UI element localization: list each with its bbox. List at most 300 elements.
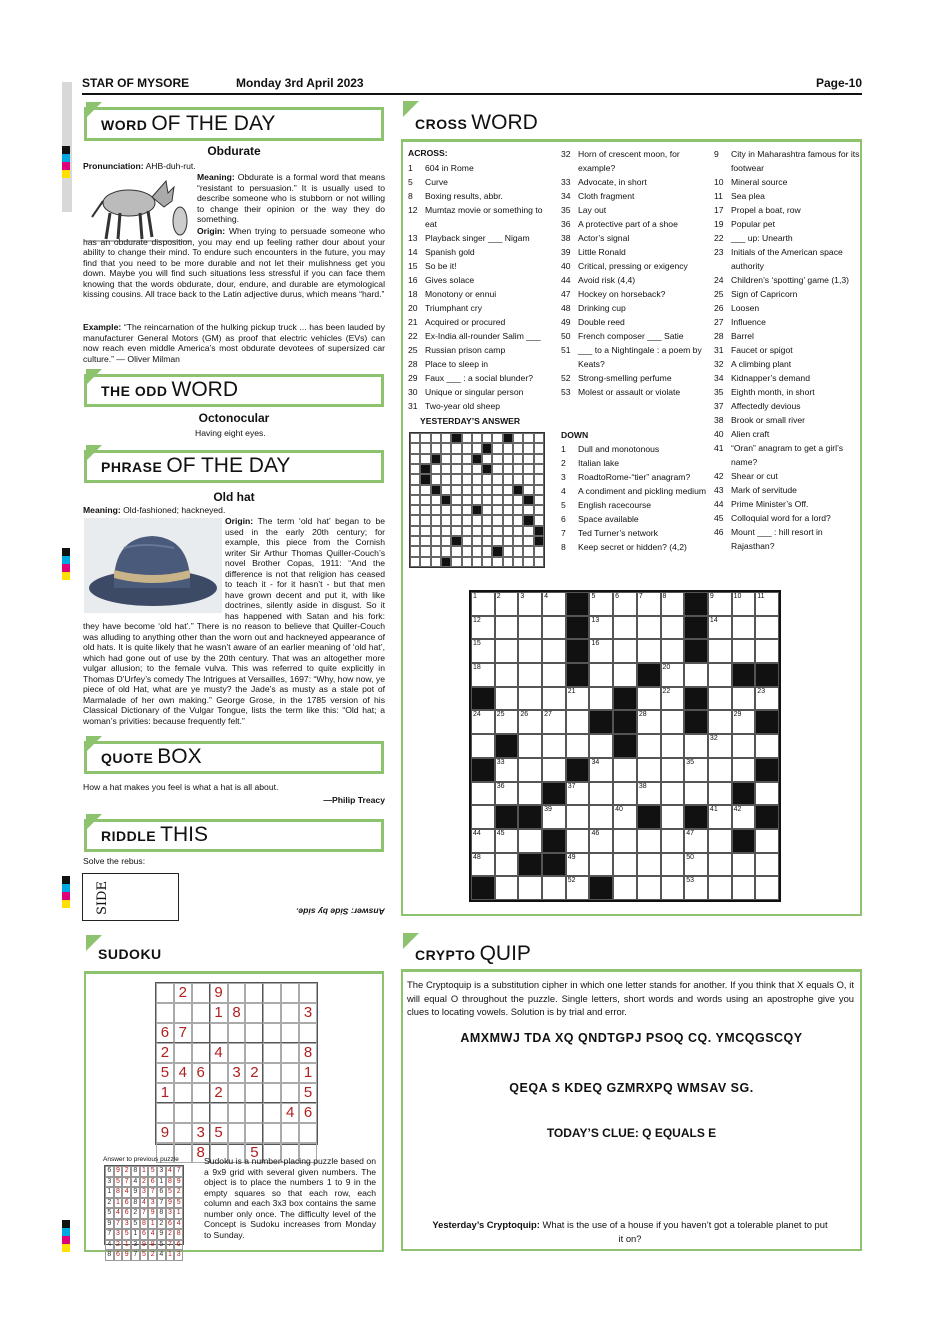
crossword-cell[interactable] — [755, 687, 779, 711]
sudoku-cell[interactable]: 6 — [156, 1023, 174, 1043]
crossword-cell[interactable] — [708, 687, 732, 711]
crossword-cell[interactable] — [684, 829, 708, 853]
crossword-cell[interactable] — [471, 782, 495, 806]
crossword-cell[interactable] — [613, 758, 637, 782]
sudoku-cell[interactable] — [245, 1043, 263, 1063]
crossword-cell[interactable] — [589, 758, 613, 782]
sudoku-cell[interactable] — [174, 1083, 192, 1103]
prev-sudoku-cell: 3 — [114, 1229, 123, 1240]
crossword-cell[interactable] — [471, 710, 495, 734]
crossword-cell[interactable] — [542, 592, 566, 616]
crossword-cell[interactable] — [708, 829, 732, 853]
sudoku-cell[interactable] — [228, 1043, 246, 1063]
crossword-cell[interactable] — [661, 639, 685, 663]
sudoku-cell[interactable] — [263, 1123, 281, 1143]
prev-sudoku-cell: 3 — [174, 1250, 183, 1261]
cell-number: 38 — [638, 782, 647, 790]
crossword-cell[interactable] — [637, 687, 661, 711]
crossword-cell[interactable] — [637, 592, 661, 616]
crossword-cell[interactable] — [732, 758, 756, 782]
crossword-cell — [471, 876, 495, 900]
answer-cell — [472, 515, 482, 525]
crossword-cell[interactable] — [518, 710, 542, 734]
prev-sudoku-cell: 1 — [166, 1250, 175, 1261]
crossword-cell[interactable] — [732, 616, 756, 640]
crossword-cell[interactable] — [708, 876, 732, 900]
clue-number: 8 — [561, 542, 566, 552]
answer-cell — [441, 474, 451, 484]
crossword-cell — [684, 710, 708, 734]
prev-sudoku-cell: 8 — [131, 1166, 140, 1177]
sudoku-cell[interactable]: 4 — [174, 1063, 192, 1083]
crossword-cell[interactable] — [495, 639, 519, 663]
answer-cell — [482, 485, 492, 495]
sudoku-cell[interactable] — [210, 1023, 228, 1043]
clue-number: 33 — [561, 177, 571, 187]
cell-number: 26 — [520, 711, 529, 719]
crossword-cell[interactable] — [708, 758, 732, 782]
crossword-cell[interactable] — [637, 616, 661, 640]
sudoku-cell[interactable] — [245, 1123, 263, 1143]
sudoku-cell[interactable] — [228, 1103, 246, 1123]
crossword-cell[interactable] — [589, 663, 613, 687]
crossword-cell[interactable] — [755, 829, 779, 853]
crossword-cell[interactable] — [661, 758, 685, 782]
cell-number: 27 — [544, 711, 552, 719]
answer-cell — [420, 485, 430, 495]
clue-item — [408, 385, 556, 399]
clue-text: Mark of servitude — [731, 485, 797, 495]
crossword-cell[interactable] — [542, 616, 566, 640]
sudoku-cell[interactable] — [192, 1043, 210, 1063]
crossword-cell[interactable] — [471, 805, 495, 829]
sudoku-cell[interactable]: 5 — [245, 1143, 263, 1163]
crossword-cell[interactable] — [637, 829, 661, 853]
crossword-cell[interactable] — [495, 592, 519, 616]
clue-item — [408, 273, 556, 287]
sudoku-cell[interactable] — [174, 1103, 192, 1123]
crossword-cell[interactable] — [589, 687, 613, 711]
crossword-cell[interactable] — [661, 853, 685, 877]
sudoku-cell[interactable] — [281, 1023, 299, 1043]
crossword-cell[interactable] — [708, 616, 732, 640]
crossword-cell[interactable] — [518, 663, 542, 687]
crossword-cell[interactable] — [542, 687, 566, 711]
crossword-cell[interactable] — [755, 734, 779, 758]
crossword-cell[interactable] — [589, 592, 613, 616]
crossword-cell[interactable] — [589, 734, 613, 758]
crossword-cell[interactable] — [637, 853, 661, 877]
crossword-cell[interactable] — [708, 853, 732, 877]
sudoku-cell[interactable] — [245, 1023, 263, 1043]
clue-item — [561, 470, 709, 484]
sudoku-cell[interactable]: 3 — [192, 1123, 210, 1143]
answer-cell — [441, 433, 451, 443]
clue-item — [561, 329, 709, 343]
crossword-grid[interactable] — [469, 590, 781, 902]
crossword-cell[interactable] — [495, 616, 519, 640]
cipher-line-2: QEQA S KDEQ GZMRXPQ WMSAV SG. — [509, 1081, 754, 1095]
crossword-cell[interactable] — [637, 758, 661, 782]
sudoku-cell[interactable]: 9 — [210, 983, 228, 1003]
crossword-cell[interactable] — [471, 663, 495, 687]
clue-text: Drinking cup — [578, 303, 626, 313]
crossword-cell[interactable] — [661, 782, 685, 806]
crossword-cell[interactable] — [708, 805, 732, 829]
clue-item — [561, 175, 709, 189]
crossword-cell[interactable] — [471, 616, 495, 640]
sudoku-cell[interactable] — [263, 1103, 281, 1123]
clue-item — [561, 217, 709, 231]
crossword-cell[interactable] — [471, 592, 495, 616]
crossword-cell[interactable] — [566, 782, 590, 806]
crossword-cell[interactable] — [542, 805, 566, 829]
clue-item — [408, 315, 556, 329]
sudoku-cell[interactable]: 1 — [299, 1063, 317, 1083]
answer-cell — [431, 433, 441, 443]
crossword-cell[interactable] — [495, 758, 519, 782]
clue-text: Ex-India all-rounder Salim ___ — [425, 331, 541, 341]
sudoku-cell[interactable] — [245, 1103, 263, 1123]
crossword-cell[interactable] — [589, 782, 613, 806]
sudoku-cell[interactable] — [263, 983, 281, 1003]
answer-cell — [523, 526, 533, 536]
quote-banner: QUOTE BOX — [84, 741, 384, 774]
crossword-cell[interactable] — [518, 758, 542, 782]
crossword-cell[interactable] — [589, 829, 613, 853]
answer-cell — [431, 454, 441, 464]
crossword-cell[interactable] — [732, 687, 756, 711]
sudoku-cell[interactable] — [228, 1023, 246, 1043]
prev-sudoku-cell: 2 — [105, 1198, 114, 1209]
crossword-cell[interactable] — [542, 710, 566, 734]
sudoku-cell[interactable] — [263, 1003, 281, 1023]
sudoku-cell[interactable] — [192, 983, 210, 1003]
cell-number: 39 — [544, 806, 552, 814]
crossword-cell — [495, 805, 519, 829]
clue-number: 12 — [408, 205, 418, 215]
crossword-cell[interactable] — [471, 829, 495, 853]
prev-sudoku-cell: 1 — [157, 1177, 166, 1188]
crossword-cell[interactable] — [732, 853, 756, 877]
sudoku-cell[interactable]: 5 — [210, 1123, 228, 1143]
clue-number: 52 — [561, 373, 571, 383]
clue-item — [408, 287, 556, 301]
answer-cell — [534, 443, 544, 453]
color-marks — [62, 1220, 70, 1252]
prev-sudoku-cell: 2 — [166, 1229, 175, 1240]
cell-number: 10 — [733, 593, 742, 600]
sudoku-cell[interactable]: 5 — [299, 1083, 317, 1103]
crossword-cell[interactable] — [613, 829, 637, 853]
answer-cell — [503, 474, 513, 484]
sudoku-cell[interactable] — [156, 983, 174, 1003]
crossword-cell[interactable] — [589, 639, 613, 663]
crossword-cell[interactable] — [708, 639, 732, 663]
crossword-cell[interactable] — [732, 734, 756, 758]
sudoku-cell[interactable] — [228, 1083, 246, 1103]
sudoku-cell[interactable] — [192, 1103, 210, 1123]
crossword-cell[interactable] — [471, 734, 495, 758]
sudoku-cell[interactable] — [210, 1103, 228, 1123]
crossword-cell[interactable] — [755, 782, 779, 806]
sudoku-cell[interactable]: 8 — [299, 1043, 317, 1063]
crossword-cell[interactable] — [661, 687, 685, 711]
crossword-cell[interactable] — [755, 592, 779, 616]
sudoku-cell[interactable]: 2 — [174, 983, 192, 1003]
crossword-cell[interactable] — [732, 710, 756, 734]
sudoku-cell[interactable]: 7 — [174, 1023, 192, 1043]
clue-item — [561, 189, 709, 203]
crossword-cell[interactable] — [518, 616, 542, 640]
clue-item — [561, 231, 709, 245]
cell-number: 22 — [662, 687, 671, 695]
answer-cell — [482, 454, 492, 464]
prev-sudoku-cell: 5 — [114, 1177, 123, 1188]
crossword-cell[interactable] — [566, 876, 590, 900]
crossword-cell[interactable] — [732, 592, 756, 616]
crossword-cell[interactable] — [542, 663, 566, 687]
crossword-cell[interactable] — [613, 616, 637, 640]
crossword-cell[interactable] — [708, 734, 732, 758]
sudoku-cell[interactable] — [156, 1103, 174, 1123]
clue-item — [561, 498, 709, 512]
crossword-cell[interactable] — [613, 592, 637, 616]
sudoku-cell[interactable] — [228, 983, 246, 1003]
answer-cell — [492, 546, 502, 556]
crossword-cell[interactable] — [495, 663, 519, 687]
crossword-cell[interactable] — [708, 710, 732, 734]
crossword-cell[interactable] — [613, 663, 637, 687]
crossword-cell[interactable] — [684, 663, 708, 687]
crossword-cell[interactable] — [566, 829, 590, 853]
sudoku-cell[interactable]: 1 — [156, 1083, 174, 1103]
answer-cell — [492, 536, 502, 546]
clue-item — [714, 413, 860, 427]
sudoku-cell[interactable] — [245, 1003, 263, 1023]
sudoku-cell[interactable] — [210, 1063, 228, 1083]
sudoku-cell[interactable] — [299, 1123, 317, 1143]
prev-sudoku-cell: 4 — [122, 1187, 131, 1198]
crossword-cell[interactable] — [495, 829, 519, 853]
clue-number: 51 — [561, 345, 571, 355]
crossword-cell[interactable] — [566, 853, 590, 877]
sudoku-cell[interactable]: 6 — [192, 1063, 210, 1083]
crossword-cell[interactable] — [708, 663, 732, 687]
answer-cell — [441, 464, 451, 474]
sudoku-cell[interactable] — [281, 1003, 299, 1023]
clue-text: Avoid risk (4,4) — [578, 275, 636, 285]
crossword-cell — [566, 616, 590, 640]
cell-number: 48 — [473, 853, 481, 861]
crossword-cell[interactable] — [589, 805, 613, 829]
sudoku-cell[interactable] — [281, 983, 299, 1003]
clue-item — [561, 147, 709, 175]
crossword-cell[interactable] — [732, 876, 756, 900]
clue-text: Place to sleep in — [425, 359, 489, 369]
crossword-cell[interactable] — [613, 805, 637, 829]
sudoku-cell[interactable]: 2 — [210, 1083, 228, 1103]
crossword-cell[interactable] — [495, 853, 519, 877]
sudoku-cell[interactable] — [263, 1083, 281, 1103]
crossword-cell[interactable] — [661, 616, 685, 640]
sudoku-cell[interactable] — [263, 1023, 281, 1043]
crossword-cell[interactable] — [661, 663, 685, 687]
crossword-cell[interactable] — [661, 710, 685, 734]
answer-cell — [472, 546, 482, 556]
crossword-cell[interactable] — [471, 853, 495, 877]
sudoku-cell[interactable]: 6 — [299, 1103, 317, 1123]
crossword-cell[interactable] — [661, 876, 685, 900]
crossword-cell[interactable] — [755, 853, 779, 877]
crossword-cell[interactable] — [542, 758, 566, 782]
crossword-cell[interactable] — [708, 592, 732, 616]
prev-sudoku-cell: 9 — [148, 1208, 157, 1219]
answer-cell — [462, 433, 472, 443]
crossword-cell[interactable] — [755, 876, 779, 900]
crossword-cell[interactable] — [518, 639, 542, 663]
sudoku-cell[interactable] — [281, 1083, 299, 1103]
crossword-cell[interactable] — [589, 616, 613, 640]
crossword-cell[interactable] — [613, 782, 637, 806]
crossword-cell[interactable] — [518, 829, 542, 853]
sudoku-cell[interactable]: 4 — [281, 1103, 299, 1123]
sudoku-cell[interactable] — [263, 1063, 281, 1083]
prev-sudoku-cell: 9 — [114, 1166, 123, 1177]
clue-item — [714, 273, 860, 287]
answer-cell — [482, 474, 492, 484]
crossword-cell[interactable] — [495, 876, 519, 900]
sudoku-cell[interactable]: 8 — [192, 1143, 210, 1163]
crossword-cell[interactable] — [495, 782, 519, 806]
crossword-cell[interactable] — [684, 876, 708, 900]
crossword-cell[interactable] — [566, 710, 590, 734]
crossword-cell[interactable] — [755, 616, 779, 640]
phrase-title: Old hat — [213, 490, 255, 504]
sudoku-cell[interactable] — [192, 1023, 210, 1043]
crossword-cell[interactable] — [732, 639, 756, 663]
sudoku-cell[interactable] — [156, 1003, 174, 1023]
sudoku-cell[interactable]: 9 — [156, 1123, 174, 1143]
sudoku-cell[interactable] — [174, 1043, 192, 1063]
crossword-cell[interactable] — [684, 782, 708, 806]
crossword-cell[interactable] — [518, 592, 542, 616]
sudoku-cell[interactable] — [281, 1043, 299, 1063]
crossword-cell[interactable] — [566, 687, 590, 711]
prev-sudoku-cell: 2 — [114, 1240, 123, 1251]
cell-number: 32 — [709, 735, 718, 743]
crossword-cell[interactable] — [661, 829, 685, 853]
crossword-cell[interactable] — [637, 734, 661, 758]
crossword-cell[interactable] — [637, 710, 661, 734]
sudoku-cell[interactable] — [245, 983, 263, 1003]
sudoku-cell[interactable] — [228, 1123, 246, 1143]
crossword-cell[interactable] — [613, 853, 637, 877]
crossword-cell[interactable] — [661, 805, 685, 829]
crossword-cell[interactable] — [518, 734, 542, 758]
sudoku-cell[interactable] — [192, 1003, 210, 1023]
answer-cell — [410, 505, 420, 515]
clue-item — [408, 301, 556, 315]
crossword-cell[interactable] — [637, 782, 661, 806]
crossword-cell[interactable] — [589, 853, 613, 877]
clue-text: “Oran” anagram to get a girl’s name? — [731, 443, 844, 467]
crossword-cell[interactable] — [495, 710, 519, 734]
sudoku-cell[interactable] — [281, 1123, 299, 1143]
crossword-cell[interactable] — [471, 639, 495, 663]
crossword-cell[interactable] — [684, 734, 708, 758]
sudoku-cell[interactable]: 3 — [228, 1063, 246, 1083]
crossword-cell[interactable] — [542, 639, 566, 663]
clue-text: Russian prison camp — [425, 345, 506, 355]
crossword-cell — [471, 758, 495, 782]
sudoku-cell[interactable] — [263, 1043, 281, 1063]
cipher-line-1: AMXMWJ TDA XQ QNDTGPJ PSOQ CQ. YMCQGSCQY — [460, 1031, 803, 1045]
crossword-cell[interactable] — [708, 782, 732, 806]
crossword-cell[interactable] — [732, 805, 756, 829]
cell-number: 15 — [473, 640, 481, 648]
sudoku-cell[interactable]: 5 — [156, 1063, 174, 1083]
sudoku-cell[interactable] — [174, 1003, 192, 1023]
crossword-cell[interactable] — [566, 805, 590, 829]
sudoku-cell[interactable] — [245, 1083, 263, 1103]
crossword-cell[interactable] — [495, 687, 519, 711]
sudoku-cell[interactable] — [299, 983, 317, 1003]
clue-text: Acquired or procured — [425, 317, 506, 327]
sudoku-cell[interactable]: 2 — [245, 1063, 263, 1083]
clue-number: 20 — [408, 303, 418, 313]
clue-text: Faux ___ : a social blunder? — [425, 373, 533, 383]
sudoku-cell[interactable]: 1 — [210, 1003, 228, 1023]
crossword-cell[interactable] — [661, 592, 685, 616]
sudoku-cell[interactable] — [174, 1123, 192, 1143]
crossword-cell[interactable] — [518, 782, 542, 806]
crossword-cell[interactable] — [542, 734, 566, 758]
crossword-cell[interactable] — [566, 734, 590, 758]
sudoku-cell[interactable] — [299, 1023, 317, 1043]
crossword-cell[interactable] — [518, 687, 542, 711]
sudoku-cell[interactable] — [281, 1063, 299, 1083]
answer-cell — [431, 505, 441, 515]
crossword-cell[interactable] — [684, 853, 708, 877]
answer-cell — [523, 536, 533, 546]
answer-cell — [492, 433, 502, 443]
crossword-cell — [755, 758, 779, 782]
clue-item — [714, 497, 860, 511]
crossword-cell[interactable] — [637, 876, 661, 900]
crossword-cell[interactable] — [661, 734, 685, 758]
sudoku-cell[interactable]: 2 — [156, 1043, 174, 1063]
clue-item — [408, 161, 556, 175]
clue-text: Gives solace — [425, 275, 475, 285]
sudoku-cell[interactable] — [192, 1083, 210, 1103]
answer-cell — [441, 443, 451, 453]
crossword-cell[interactable] — [637, 639, 661, 663]
crossword-cell[interactable] — [613, 876, 637, 900]
crossword-cell[interactable] — [613, 639, 637, 663]
sudoku-cell[interactable]: 4 — [210, 1043, 228, 1063]
crossword-cell[interactable] — [755, 639, 779, 663]
answer-cell — [441, 515, 451, 525]
crossword-cell[interactable] — [684, 758, 708, 782]
sudoku-cell[interactable]: 8 — [228, 1003, 246, 1023]
crossword-cell[interactable] — [518, 876, 542, 900]
clue-text: Affectedly devious — [731, 401, 801, 411]
sudoku-grid[interactable] — [155, 982, 318, 1161]
sudoku-cell[interactable]: 3 — [299, 1003, 317, 1023]
prev-sudoku-cell: 6 — [157, 1187, 166, 1198]
crossword-cell[interactable] — [542, 876, 566, 900]
